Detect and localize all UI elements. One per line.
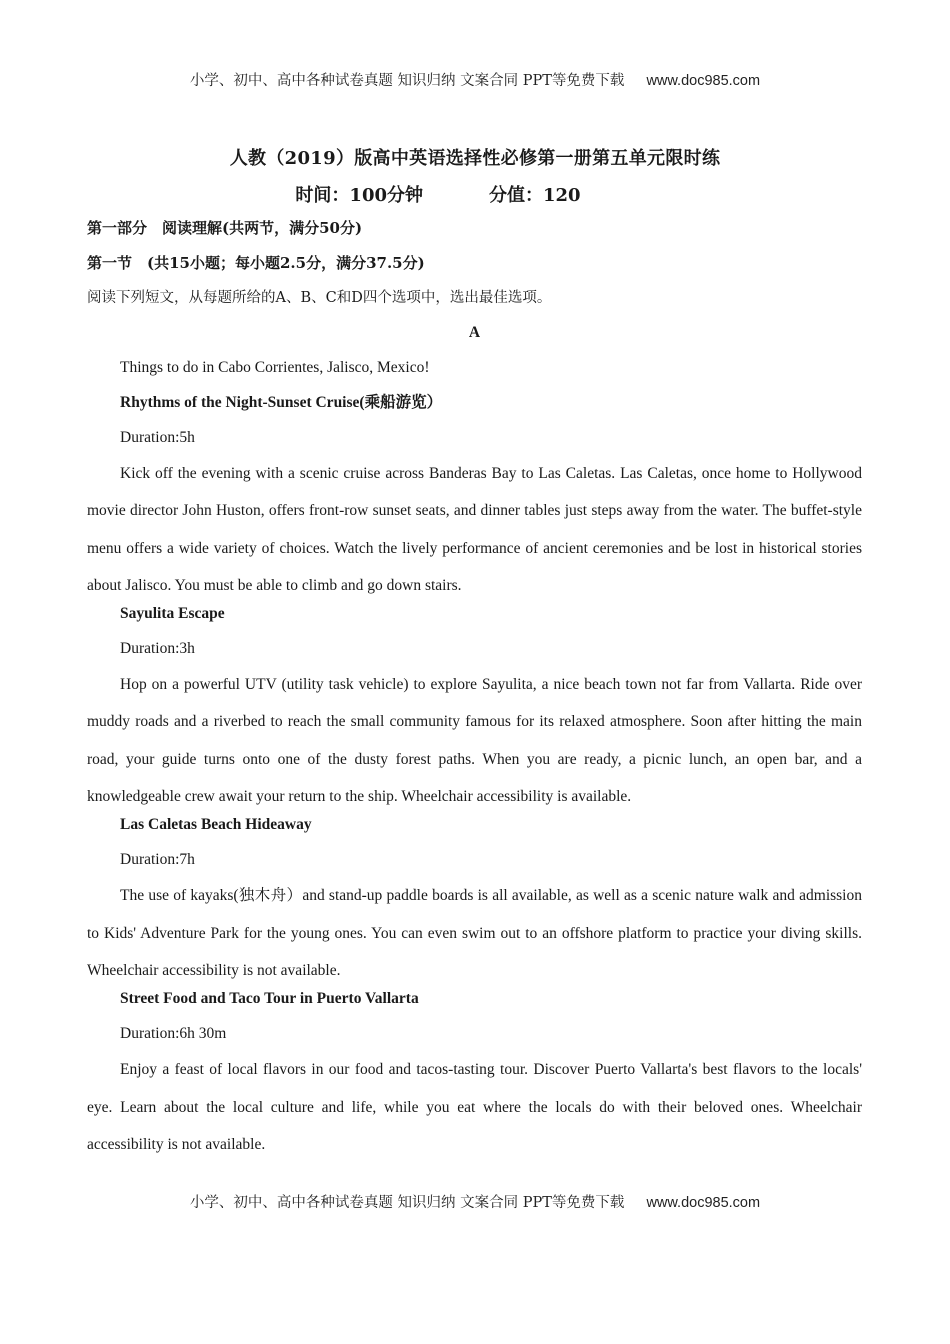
activity-description: Kick off the evening with a scenic cruise across Banderas Bay to Las Caletas. Las Caletas, once home to Hollywood movie director John Huston, offers front-row sunset seats, and dinner tables just steps away from the water. The buffet-style menu offers a wide variety of choices. Watch the lively performance of ancient ceremonies and be lost in historical stories about Jalisco. You must be able to climb and go down stairs. xyxy=(87,465,862,594)
activity-block xyxy=(87,602,862,815)
activity-duration: Duration:5h xyxy=(120,429,195,446)
section-heading: 第一节 (共15小题；每小题2.5分，满分37.5分) xyxy=(87,254,425,272)
activity-description: Hop on a powerful UTV (utility task vehicle) to explore Sayulita, a nice beach town not far from Vallarta. Ride over muddy roads and a riverbed to reach the small community famous for its relaxed atmosphere. Soon after hitting the main road, your guide turns onto one of the dusty forest paths. When you are ready, a picnic lunch, an open bar, and a knowledgeable crew await your return to the ship. Wheelchair accessibility is available. xyxy=(87,676,862,806)
passage-intro: Things to do in Cabo Corrientes, Jalisco, Mexico! xyxy=(120,359,430,376)
page-footer xyxy=(0,1191,950,1212)
exam-time: 时间：100分钟 xyxy=(295,185,423,206)
activity-duration: Duration:3h xyxy=(120,640,195,658)
exam-score: 分值：120 xyxy=(489,185,581,206)
exam-meta xyxy=(0,181,876,207)
activity-title: Sayulita Escape xyxy=(120,605,225,623)
activity-title: Rhythms of the Night-Sunset Cruise(乘船游览） xyxy=(120,394,443,411)
footer-site-link[interactable]: www.doc985.com xyxy=(646,1195,761,1211)
passage-letter: A xyxy=(468,324,481,341)
activity-block xyxy=(87,987,862,1163)
activity-description: The use of kayaks(独木舟）and stand-up paddle boards is all available, as well as a scenic nature walk and admission to Kids' Adventure Park for the young ones. You can even swim out to an offshore platform to practice your diving skills. Wheelchair accessibility is not available. xyxy=(87,887,862,979)
activity-duration: Duration:7h xyxy=(120,851,195,869)
activity-block xyxy=(87,391,862,604)
activity-description: Enjoy a feast of local flavors in our food and tacos-tasting tour. Discover Puerto Vallarta's best flavors to the locals' eye. Learn about the local culture and life, while you eat where the locals do with their beloved ones. Wheelchair accessibility is not available. xyxy=(87,1061,862,1153)
document-body xyxy=(87,216,862,1161)
page-header xyxy=(0,69,950,90)
activity-block xyxy=(87,813,862,989)
instruction-text: 阅读下列短文，从每题所给的A、B、C和D四个选项中，选出最佳选项。 xyxy=(87,290,552,306)
activity-duration: Duration:6h 30m xyxy=(120,1025,227,1043)
header-site-link[interactable]: www.doc985.com xyxy=(646,73,761,89)
document-title: 人教（2019）版高中英语选择性必修第一册第五单元限时练 xyxy=(229,148,721,169)
part-heading: 第一部分 阅读理解(共两节，满分50分) xyxy=(87,219,363,237)
header-text: 小学、初中、高中各种试卷真题 知识归纳 文案合同 PPT等免费下载 xyxy=(189,73,625,89)
footer-text: 小学、初中、高中各种试卷真题 知识归纳 文案合同 PPT等免费下载 xyxy=(189,1195,625,1211)
activity-title: Las Caletas Beach Hideaway xyxy=(120,816,312,834)
activity-title: Street Food and Taco Tour in Puerto Vallarta xyxy=(120,990,419,1008)
